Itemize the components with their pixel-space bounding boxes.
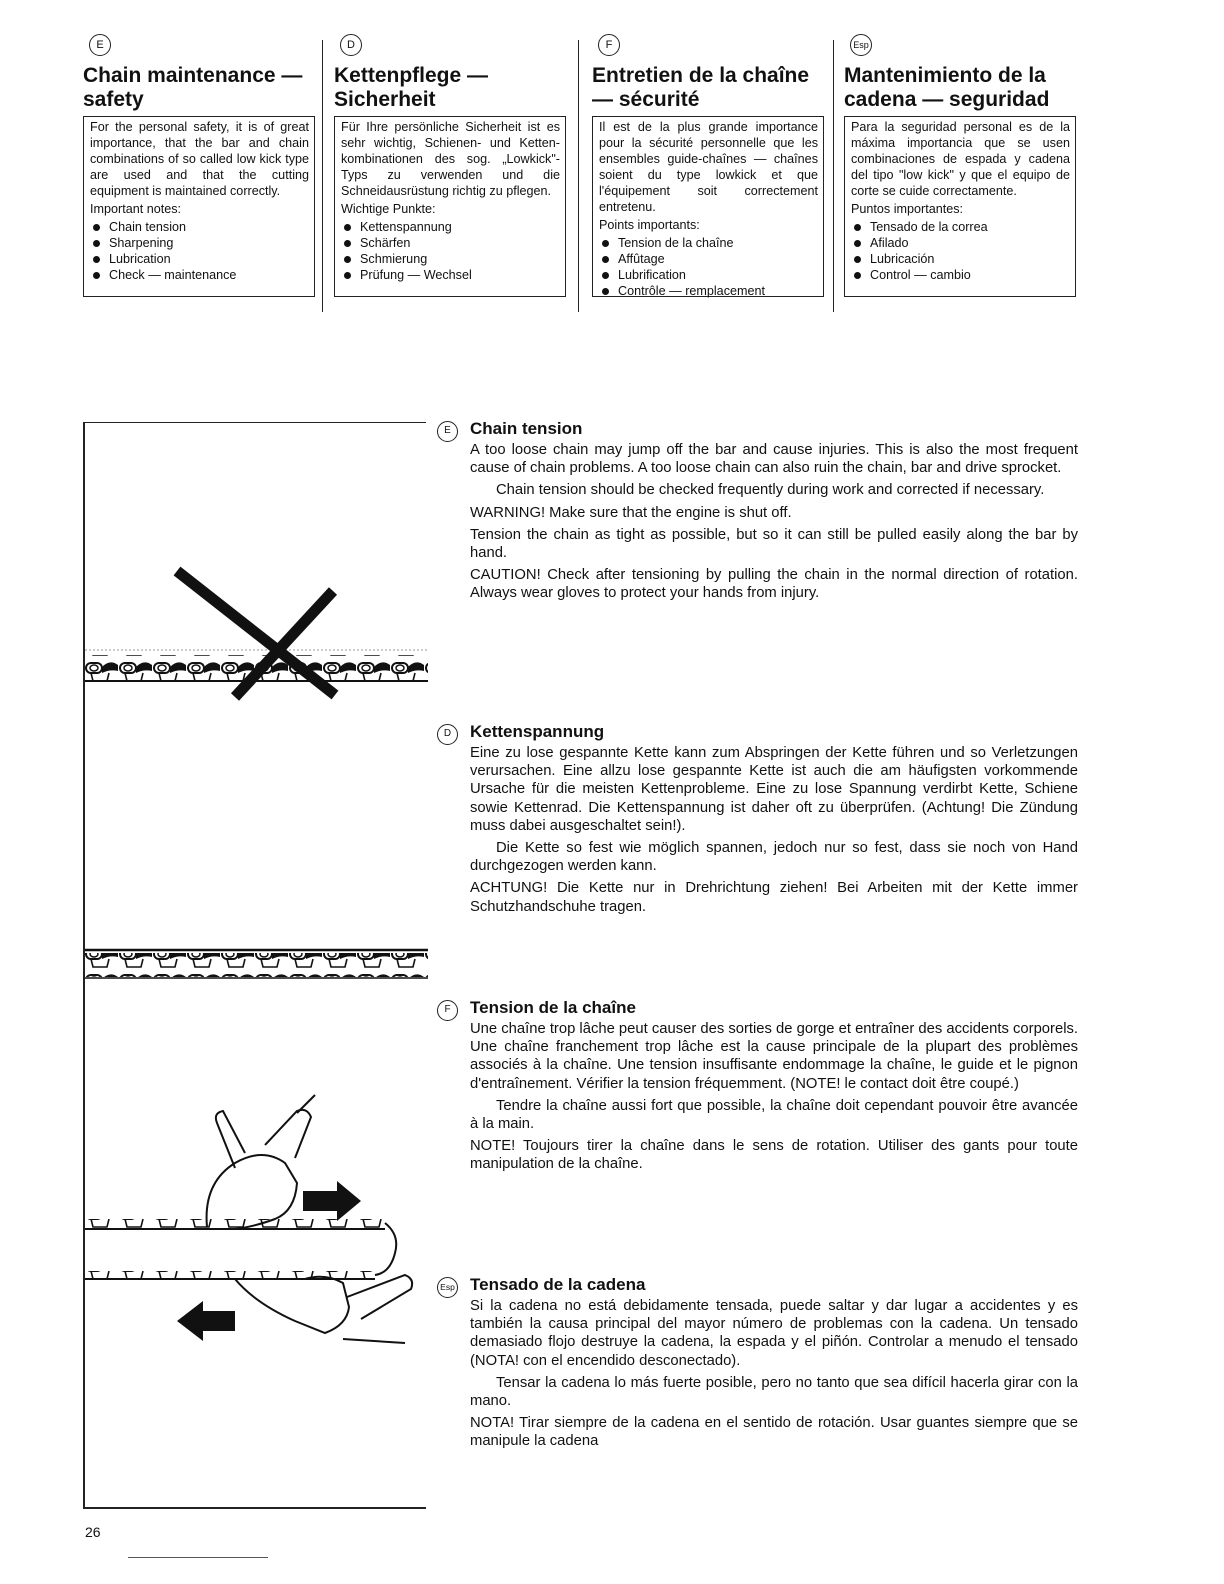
tight-chain-icon: [85, 950, 428, 978]
notes-list: [851, 219, 1070, 283]
col-title: Mantenimiento de la cadena — seguridad: [844, 64, 1050, 111]
lang-badge-e: E: [89, 34, 111, 56]
divider: [833, 40, 834, 312]
paragraph: NOTA! Tirar siempre de la cadena en el sentido de rotación. Usar guantes siempre que se manipule la cadena: [470, 1415, 1078, 1450]
list-item: Kettenspannung: [341, 219, 560, 235]
list-item: Tension de la chaîne: [599, 235, 818, 251]
col-german: [334, 34, 566, 297]
list-item: Lubrication: [90, 251, 309, 267]
paragraph: Tension the chain as tight as possible, but so it can still be pulled easily along the bar by hand.: [470, 526, 1078, 562]
page-number: 26: [85, 1524, 101, 1540]
section-title: Kettenspannung: [470, 722, 605, 741]
list-item: Schmierung: [341, 251, 560, 267]
list-item: Tensado de la correa: [851, 219, 1070, 235]
list-item: Lubricación: [851, 251, 1070, 267]
lang-badge-d: D: [340, 34, 362, 56]
col-title: Kettenpflege — Sicherheit: [334, 64, 489, 111]
col-title: Chain maintenance — safety: [83, 64, 303, 111]
box-notes-label: Important notes:: [90, 202, 182, 216]
lang-badge-esp: Esp: [850, 34, 872, 56]
paragraph: NOTE! Toujours tirer la chaîne dans le sens de rotation. Utiliser des gants pour toute manipulation de la chaîne.: [470, 1138, 1078, 1173]
section-title: Tension de la chaîne: [470, 998, 636, 1017]
footer-rule: [128, 1557, 268, 1558]
notes-list: [599, 235, 818, 299]
paragraph: Si la cadena no está debidamente tensada, puede saltar y dar lugar a accidentes y es también la causa principal del mayor número de problemas con la cadena. Un tensado demasiado flojo destruye la cadena, la espada y el piñón. Controlar a menudo el tensado (NOTA! con el encendido desconectado).: [470, 1298, 1078, 1369]
box-notes-label: Puntos importantes:: [851, 202, 964, 216]
paragraph: Chain tension should be checked frequently during work and corrected if necessary.: [496, 482, 1045, 499]
divider: [322, 40, 323, 312]
lang-badge-f: F: [598, 34, 620, 56]
col-spanish: [844, 34, 1076, 297]
section-chain-tension-de: [443, 722, 1078, 920]
list-item: Lubrification: [599, 267, 818, 283]
chain-illustration-panel: [83, 422, 426, 1509]
lang-badge-d: D: [437, 724, 458, 745]
paragraph: Eine zu lose gespannte Kette kann zum Abspringen der Kette führen und so Verletzungen verursachen. Eine allzu lose gespannte Kette ist auch die am häufigsten vorkommende Ursache für die meisten Kettenprobleme. Eine zu lose Spannung verdirbt Kette, Schiene sowie Kettenrad. Die Kettenspannung ist daher oft zu überprüfen. (Achtung! Die Zündung muss dabei ausgeschaltet sein!).: [470, 745, 1078, 834]
section-title: Chain tension: [470, 419, 583, 438]
paragraph: Tendre la chaîne aussi fort que possible, la chaîne doit cependant pouvoir être avancée à la main.: [470, 1097, 1078, 1133]
section-chain-tension-es: [440, 1275, 1078, 1455]
box-intro: Para la seguridad personal es de la máxima importancia que se usen combinaciones de espada y cadena del tipo "low kick" y que el equipo de corte se cuide correctamente.: [851, 120, 1070, 198]
list-item: Contrôle — remplacement: [599, 283, 818, 299]
box-notes-label: Wichtige Punkte:: [341, 202, 436, 216]
lang-badge-esp: Esp: [437, 1277, 458, 1298]
box-notes-label: Points importants:: [599, 218, 700, 232]
box-intro: For the personal safety, it is of great importance, that the bar and chain combinations of so called low kick type are used and that the cutting equipment is maintained correctly.: [90, 120, 309, 198]
divider: [578, 40, 579, 312]
list-item: Control — cambio: [851, 267, 1070, 283]
col-title: Entretien de la chaîne — sécurité: [592, 64, 810, 111]
list-item: Afilado: [851, 235, 1070, 251]
list-item: Affûtage: [599, 251, 818, 267]
paragraph: Die Kette so fest wie möglich spannen, jedoch nur so fest, dass sie noch von Hand durchgezogen werden kann.: [470, 840, 1078, 875]
box-intro: Für Ihre persönliche Sicherheit ist es sehr wichtig, Schienen- und Ketten-kombinationen des sog. „Lowkick"-Typs zu verwenden und die Schneidausrüstung richtig zu pflegen.: [341, 120, 560, 198]
safety-box: [83, 116, 315, 297]
notes-list: [90, 219, 309, 283]
section-chain-tension-en: [444, 419, 1078, 607]
list-item: Check — maintenance: [90, 267, 309, 283]
safety-box: [844, 116, 1076, 297]
safety-box: [334, 116, 566, 297]
list-item: Sharpening: [90, 235, 309, 251]
box-intro: Il est de la plus grande importance pour la sécurité personnelle que les ensembles guide-chaînes — chaînes soient du type lowkick et que l'équipement soit correctement entretenu.: [599, 120, 818, 214]
col-french: [592, 34, 824, 297]
paragraph: Une chaîne trop lâche peut causer des sorties de gorge et entraîner des accidents corporels. Une chaîne franchement trop lâche est la cause principale de la plupart des problèmes associés à la chaîne. Une tension insuffisante endommage la chaîne, le guide et le pignon d'entraînement. Vérifier la tension fréquemment. (NOTE! le contact doit être coupé.): [470, 1021, 1078, 1092]
col-english: [83, 34, 315, 297]
safety-box: [592, 116, 824, 297]
paragraph: CAUTION! Check after tensioning by pulling the chain in the normal direction of rotation. Always wear gloves to protect your hands from injury.: [470, 567, 1078, 602]
paragraph: WARNING! Make sure that the engine is shut off.: [470, 504, 792, 521]
lang-badge-e: E: [437, 421, 458, 442]
lang-badge-f: F: [437, 1000, 458, 1021]
paragraph: A too loose chain may jump off the bar and cause injuries. This is also the most frequent cause of chain problems. A too loose chain can also ruin the chain, bar and drive sprocket.: [470, 442, 1078, 477]
list-item: Chain tension: [90, 219, 309, 235]
chain-illustration: [85, 423, 428, 1510]
paragraph: Tensar la cadena lo más fuerte posible, pero no tanto que sea difícil hacerla girar con la mano.: [470, 1374, 1078, 1410]
notes-list: [341, 219, 560, 283]
section-title: Tensado de la cadena: [470, 1275, 646, 1294]
list-item: Schärfen: [341, 235, 560, 251]
paragraph: ACHTUNG! Die Kette nur in Drehrichtung ziehen! Bei Arbeiten mit der Kette immer Schutzhandschuhe tragen.: [470, 880, 1078, 915]
section-chain-tension-fr: [444, 998, 1078, 1178]
list-item: Prüfung — Wechsel: [341, 267, 560, 283]
hand-tensioning-icon: [85, 1095, 412, 1343]
